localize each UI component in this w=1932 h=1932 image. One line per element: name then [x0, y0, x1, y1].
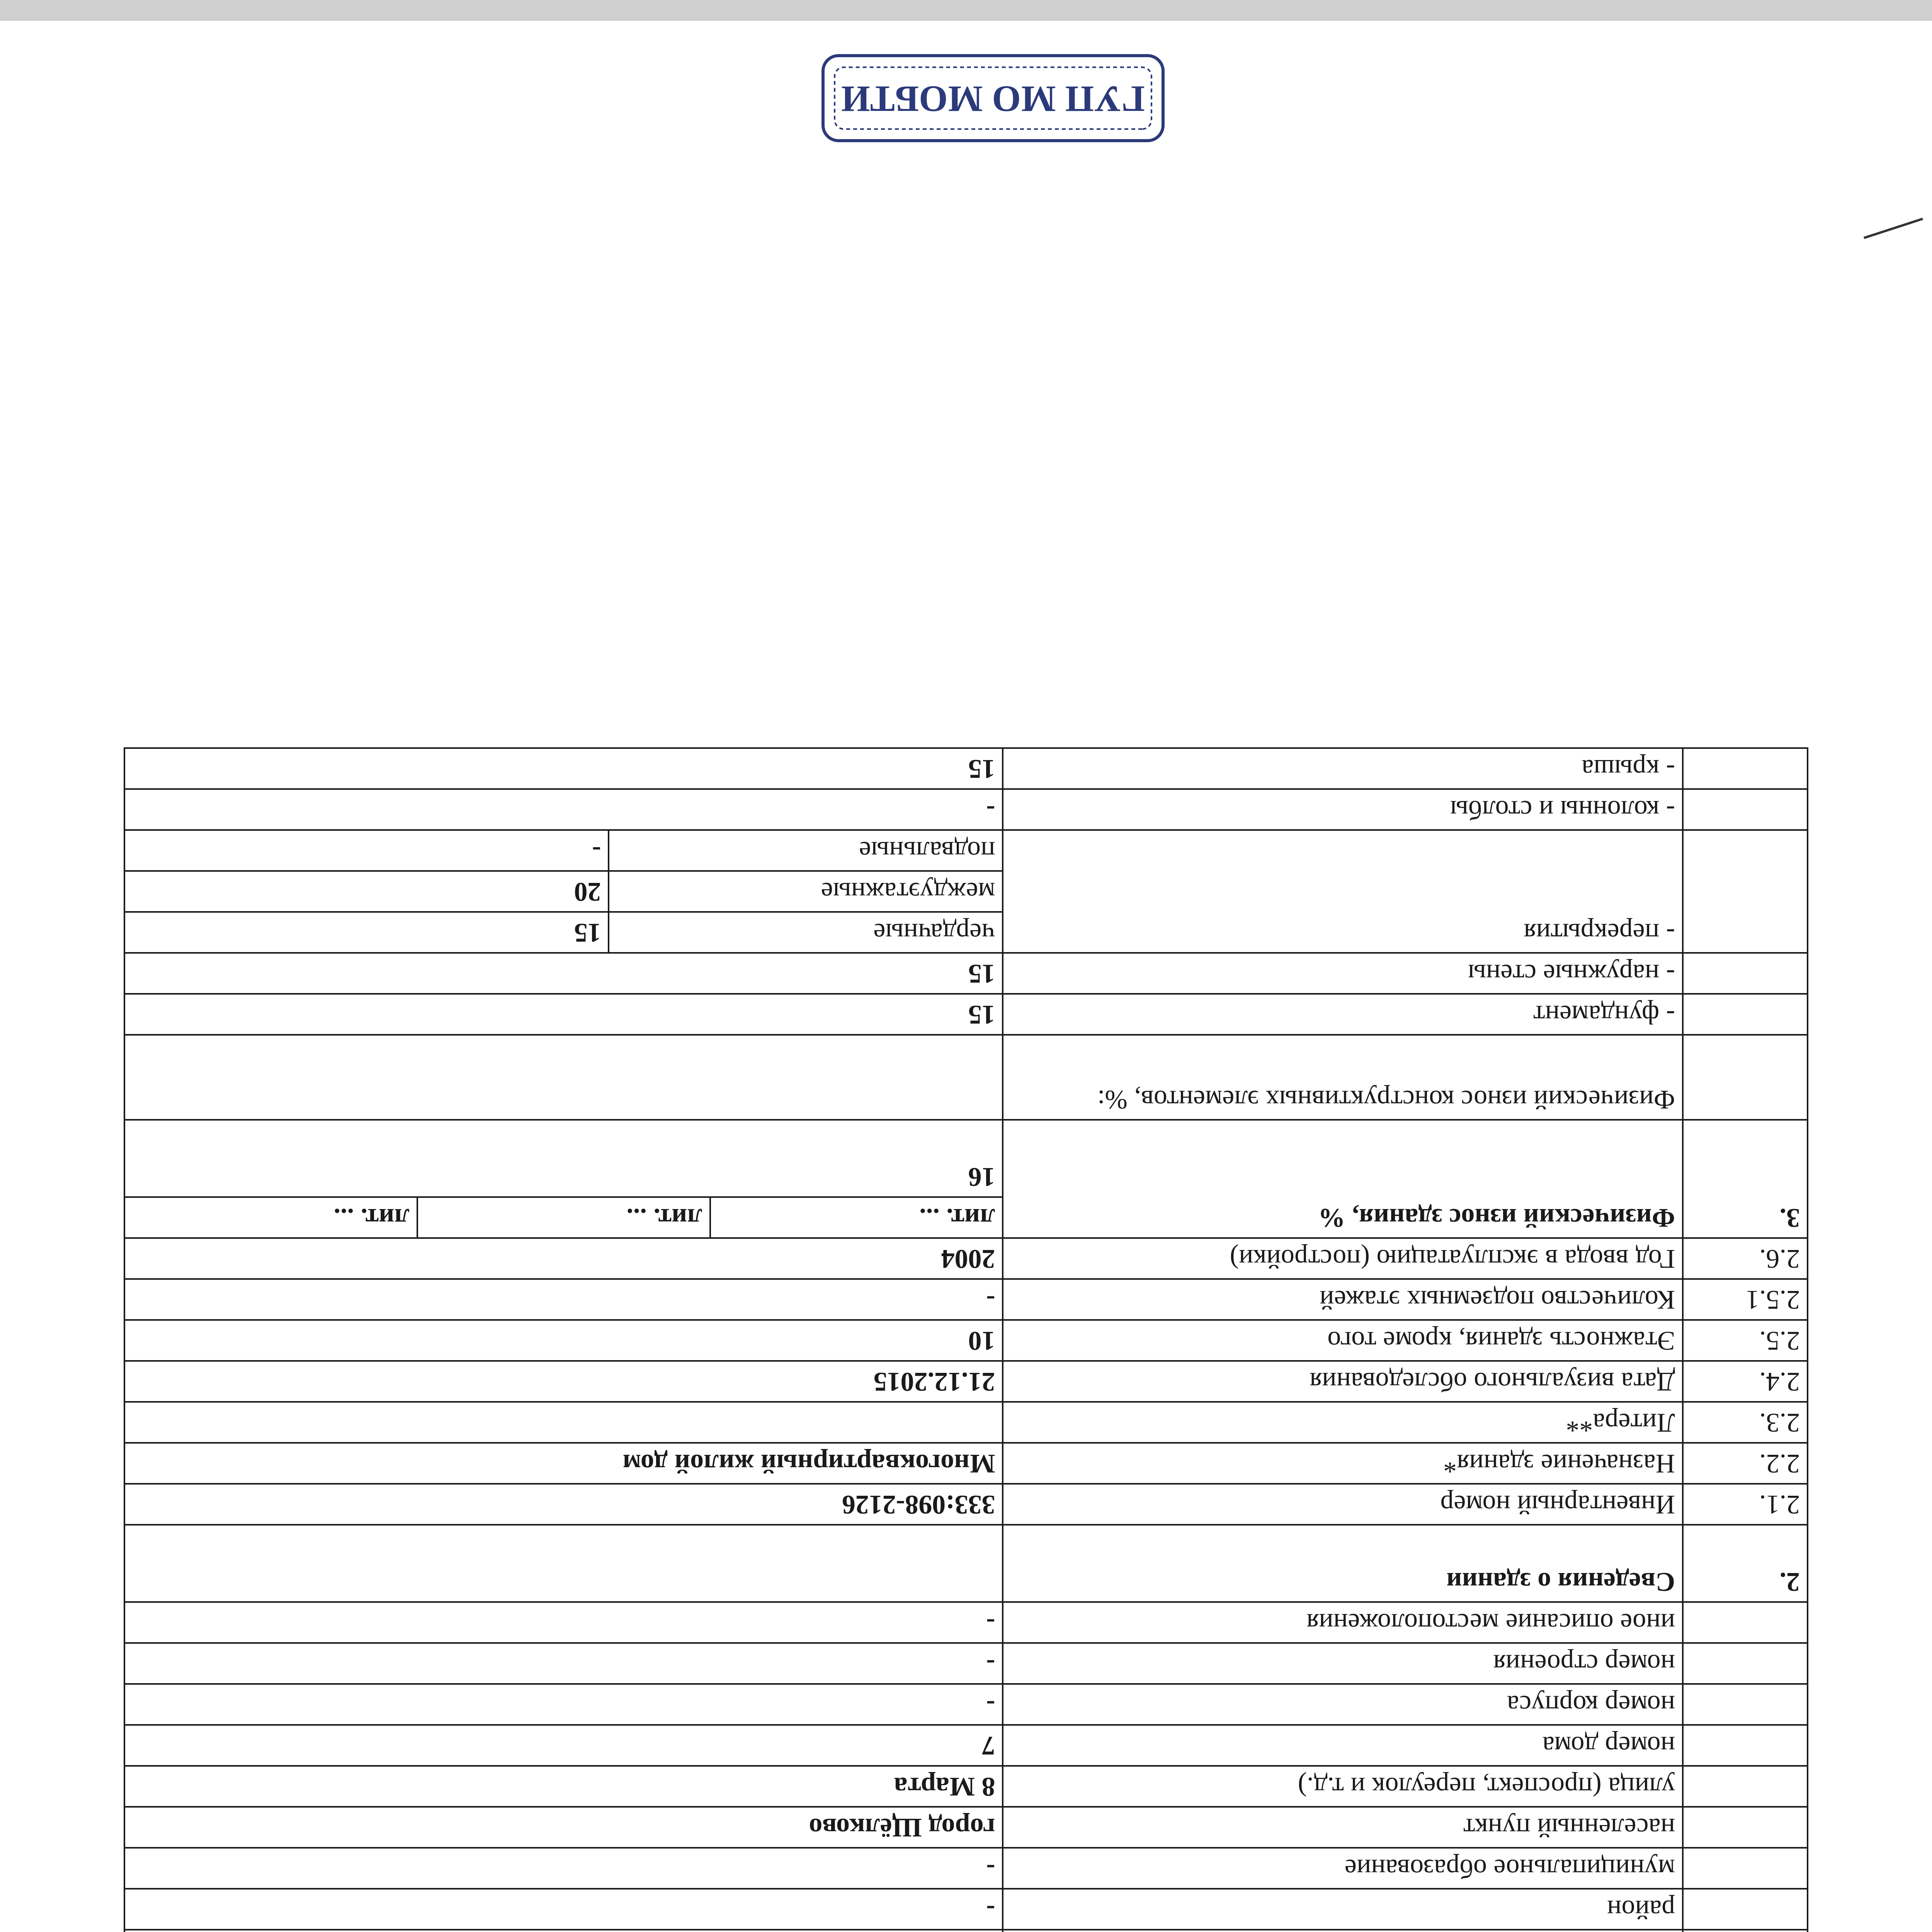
row-name: Назначение здания* — [1003, 1443, 1683, 1484]
table-row — [124, 1238, 1808, 1279]
table-row — [124, 1279, 1808, 1320]
table-row — [124, 1320, 1808, 1361]
row-value: - — [124, 1684, 1003, 1725]
sub-row — [124, 912, 1003, 953]
row-value: 15 — [124, 953, 1003, 994]
row-name: - крыша — [1003, 748, 1683, 789]
row-num: 2.4. — [1683, 1361, 1808, 1402]
row-num: 2.5.1 — [1683, 1279, 1808, 1320]
row-name: муниципальное образование — [1003, 1848, 1683, 1889]
table-row — [124, 953, 1808, 994]
row-value: 15 — [124, 748, 1003, 789]
row-value — [124, 1402, 1003, 1443]
row-name: Дата визуального обследования — [1003, 1361, 1683, 1402]
section-row — [124, 1525, 1808, 1602]
table-row — [124, 1361, 1808, 1402]
row-name: иное описание местоположения — [1003, 1602, 1683, 1643]
row-value: - — [124, 1643, 1003, 1684]
row-name: - наружные стены — [1003, 953, 1683, 994]
table-row — [124, 1807, 1808, 1848]
row-value: - — [124, 1279, 1003, 1320]
stamp-text: ГУП МО МОБТИ — [841, 78, 1145, 120]
table-row — [124, 1889, 1808, 1930]
table-row — [124, 1602, 1808, 1643]
row-value: - — [124, 1889, 1003, 1930]
lit-label: лит. ... — [709, 1198, 1002, 1237]
row-name: Этажность здания, кроме того — [1003, 1320, 1683, 1361]
sub-row — [124, 871, 1003, 912]
row-name: Инвентарный номер — [1003, 1484, 1683, 1525]
lit-cell — [124, 1197, 1003, 1238]
table-row — [124, 1766, 1808, 1807]
sub-label: чердачные — [608, 913, 1002, 952]
table-row — [124, 789, 1808, 830]
lit-label: лит. ... — [333, 1203, 410, 1233]
section-title: Физический износ здания, % — [1003, 1120, 1683, 1238]
row-num: 2.1. — [1683, 1484, 1808, 1525]
row-name: - перекрытия — [1003, 830, 1683, 953]
table-row — [124, 1725, 1808, 1766]
table-row — [124, 1035, 1808, 1120]
building-info-table — [124, 747, 1808, 1932]
stamp-icon — [819, 52, 1167, 145]
row-name: Физический износ конструктивных элементов, %: — [1003, 1035, 1683, 1120]
sub-label: междуэтажные — [608, 872, 1002, 911]
row-num: 2.5. — [1683, 1320, 1808, 1361]
row-value: 16 — [124, 1120, 1003, 1197]
row-name: - колонны и столбы — [1003, 789, 1683, 830]
row-value: 7 — [124, 1725, 1003, 1766]
row-value: 15 — [124, 994, 1003, 1035]
sub-value: 15 — [574, 918, 601, 947]
table-row — [124, 748, 1808, 789]
empty-cell — [124, 1525, 1003, 1602]
table-row — [124, 1684, 1808, 1725]
sub-value: - — [592, 836, 601, 866]
table-row — [124, 1443, 1808, 1484]
row-name: номер корпуса — [1003, 1684, 1683, 1725]
row-value: - — [124, 1848, 1003, 1889]
lit-label: лит. ... — [417, 1198, 709, 1237]
row-name: номер строения — [1003, 1643, 1683, 1684]
section-title: Сведения о здании — [1003, 1525, 1683, 1602]
sub-label: подвальные — [608, 831, 1002, 870]
table-row — [124, 1402, 1808, 1443]
table-row — [124, 994, 1808, 1035]
sub-row — [124, 830, 1003, 871]
row-value: Многоквартирный жилой дом — [124, 1443, 1003, 1484]
section-row — [124, 1197, 1808, 1238]
section-num: 2. — [1683, 1525, 1808, 1602]
row-value: - — [124, 789, 1003, 830]
row-name: Литера** — [1003, 1402, 1683, 1443]
section-num: 3. — [1683, 1120, 1808, 1238]
row-name: район — [1003, 1889, 1683, 1930]
row-value: 10 — [124, 1320, 1003, 1361]
row-name — [1003, 1930, 1683, 1932]
table-row — [124, 1930, 1808, 1932]
row-value: 2004 — [124, 1238, 1003, 1279]
row-value — [124, 1930, 1003, 1932]
row-name: Количество подземных этажей — [1003, 1279, 1683, 1320]
row-value: 8 Марта — [124, 1766, 1003, 1807]
row-name: Год ввода в эксплуатацию (постройки) — [1003, 1238, 1683, 1279]
row-num: 2.3. — [1683, 1402, 1808, 1443]
table-row — [124, 1848, 1808, 1889]
table-row — [124, 1643, 1808, 1684]
row-value: 333:098-2126 — [124, 1484, 1003, 1525]
row-name: улица (проспект, переулок и т.д.) — [1003, 1766, 1683, 1807]
row-value: - — [124, 1602, 1003, 1643]
row-num: 2.2. — [1683, 1443, 1808, 1484]
table-row — [124, 912, 1808, 953]
row-name: - фундамент — [1003, 994, 1683, 1035]
scan-edge — [0, 0, 1932, 21]
scan-mark — [1864, 218, 1923, 239]
table-row — [124, 1484, 1808, 1525]
row-name: населенный пункт — [1003, 1807, 1683, 1848]
sub-value: 20 — [574, 877, 601, 906]
row-num: 2.6. — [1683, 1238, 1808, 1279]
row-value: город Щёлково — [124, 1807, 1003, 1848]
row-value: 21.12.2015 — [124, 1361, 1003, 1402]
row-name: номер дома — [1003, 1725, 1683, 1766]
